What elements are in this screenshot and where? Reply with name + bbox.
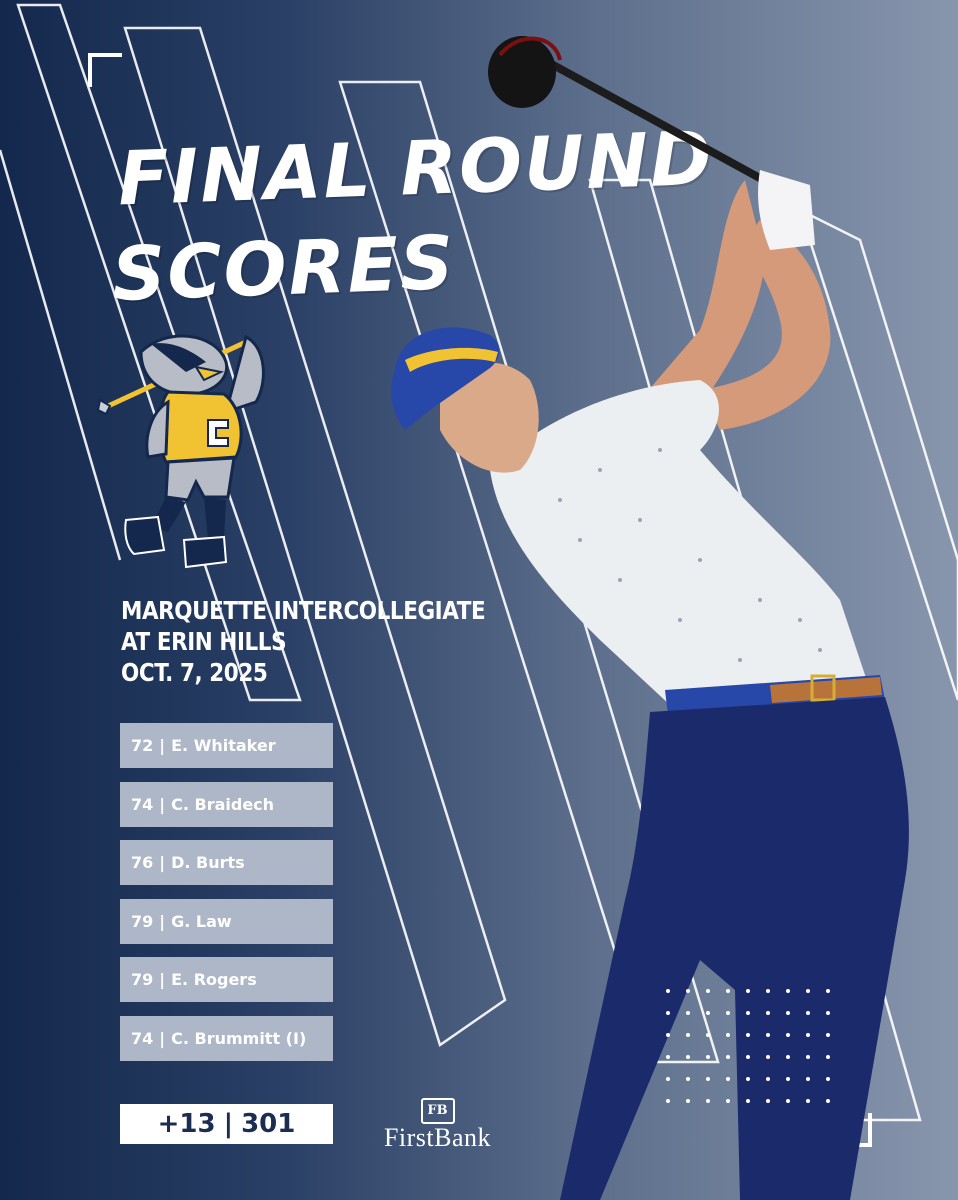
decoration-dot [766,1099,770,1103]
score-value: 74 [131,1028,154,1048]
score-separator: | [159,970,166,990]
decoration-dot [826,1077,830,1081]
scores-list [120,723,333,1075]
decoration-dot [726,989,730,993]
player-name: C. Braidech [171,794,275,814]
decoration-dot [766,1011,770,1015]
decoration-dot [746,1011,750,1015]
decoration-dot [786,1033,790,1037]
decoration-dot [746,1055,750,1059]
score-value: 74 [131,794,154,814]
decoration-dot [826,1033,830,1037]
decoration-dot [726,1099,730,1103]
decoration-dot [766,1077,770,1081]
score-row [120,840,333,885]
decoration-dot [706,1099,710,1103]
decoration-dot [746,1099,750,1103]
decoration-dot [786,1055,790,1059]
score-value: 76 [131,853,154,873]
decoration-dot [726,1055,730,1059]
score-separator: | [159,911,166,931]
decoration-dot [666,1077,670,1081]
score-row [120,957,333,1002]
decoration-dot [746,1033,750,1037]
decoration-dot [666,989,670,993]
decoration-dot [746,989,750,993]
decoration-dot [806,1011,810,1015]
decoration-dot [706,1033,710,1037]
total-to-par: +13 [157,1109,216,1139]
decoration-dot [806,1077,810,1081]
event-date: OCT. 7, 2025 [121,658,268,687]
score-row [120,782,333,827]
decoration-dot [826,1011,830,1015]
score-value: 79 [131,970,154,990]
decoration-dot [706,1011,710,1015]
decoration-dot [806,1099,810,1103]
decoration-dot [726,1077,730,1081]
decoration-dot [786,1099,790,1103]
score-separator: | [159,736,166,755]
title-line-2: SCORES [110,220,457,318]
decoration-dot [666,1033,670,1037]
decoration-dot [786,989,790,993]
decoration-dot [686,1077,690,1081]
decoration-dot [686,1055,690,1059]
decoration-dot [666,1099,670,1103]
decoration-dot [806,1055,810,1059]
event-name-line-2: AT ERIN HILLS [121,627,287,656]
decoration-dot [706,989,710,993]
sponsor-monogram: FB [421,1098,455,1124]
score-row [120,899,333,944]
decoration-dot [806,1033,810,1037]
total-strokes: 301 [241,1109,296,1139]
team-total [120,1104,333,1144]
total-separator: | [223,1109,234,1139]
sponsor-logo [370,1098,505,1152]
player-name: G. Law [171,911,232,931]
decoration-dot [806,989,810,993]
decoration-dot [706,1077,710,1081]
decoration-dot [766,1033,770,1037]
score-row [120,1016,333,1061]
score-value: 79 [131,911,154,931]
decoration-dot [686,1033,690,1037]
event-name-line-1: MARQUETTE INTERCOLLEGIATE [121,596,486,625]
decoration-dot [726,1011,730,1015]
event-info [121,595,545,688]
decoration-dot [726,1033,730,1037]
score-separator: | [159,853,166,873]
decoration-dot [706,1055,710,1059]
decoration-dot [786,1011,790,1015]
decoration-dot [786,1077,790,1081]
decoration-dot [686,1099,690,1103]
score-separator: | [159,1028,166,1048]
decoration-dot [666,1055,670,1059]
decoration-dot [826,1055,830,1059]
player-name: D. Burts [171,853,245,873]
decoration-dot [686,989,690,993]
title-line-1: FINAL ROUND [116,115,715,223]
player-name: C. Brummitt (I) [171,1028,307,1048]
decoration-dot [766,1055,770,1059]
decoration-dot [766,989,770,993]
decoration-dot [746,1077,750,1081]
decoration-dot [686,1011,690,1015]
score-separator: | [159,794,166,814]
decoration-dot [826,989,830,993]
score-row [120,723,333,768]
score-value: 72 [131,736,154,755]
sponsor-name: FirstBank [383,1123,492,1152]
player-name: E. Whitaker [171,736,276,755]
decoration-dot [666,1011,670,1015]
player-name: E. Rogers [171,970,257,990]
decoration-dot [826,1099,830,1103]
dot-grid-decoration [665,988,845,1108]
